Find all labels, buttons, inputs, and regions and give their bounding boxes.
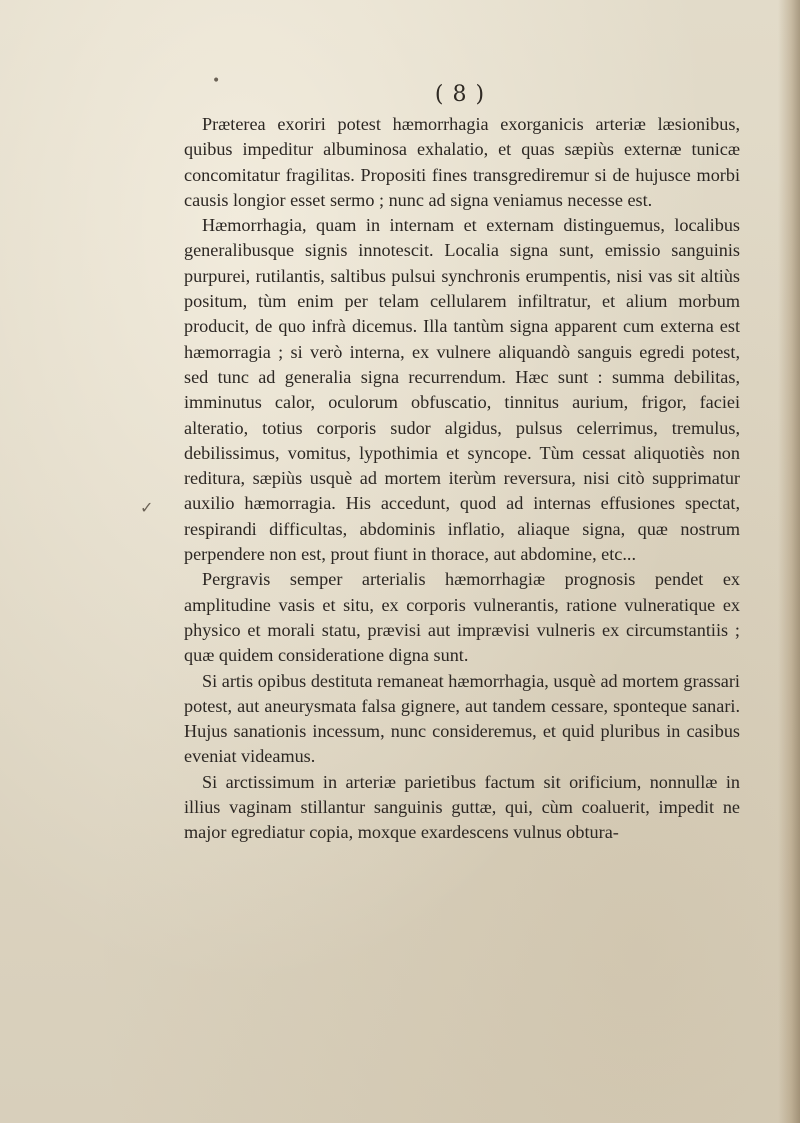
margin-pencil-mark: ✓ — [140, 498, 154, 517]
paragraph: Hæmorrhagia, quam in internam et externam distinguemus, localibus generalibusque signis innotescit. Localia signa sunt, emissio sanguinis purpurei, rutilantis, saltibus pulsui synchronis erumpentis, nisi vas sit altiùs positum, tùm enim per telam cellularem infiltratur, et alium morbum producit, de quo infrà dicemus. Illa tantùm signa apparent cum externa est hæmorragia ; si verò interna, ex vulnere aliquandò sanguis egredi potest, sed tunc ad generalia signa recurrendum. Hæc sunt : summa debilitas, imminutus calor, oculorum obfuscatio, tinnitus aurium, frigor, faciei alteratio, totius corporis sudor algidus, pulsus celerrimus, tremulus, debilissimus, vomitus, lypothimia et syncope. Tùm cessat aliquotiès non reditura, sæpiùs usquè ad mortem iterùm reversura, nisi citò supprimatur auxilio hæmorragia. His accedunt, quod ad internas effusiones spectat, respirandi difficultas, abdominis inflatio, aliaque signa, quæ nostrum perpendere non est, prout fiunt in thorace, aut abdomine, etc... — [184, 215, 740, 565]
ink-speck: • — [212, 73, 221, 89]
page-edge-shadow — [778, 0, 800, 1123]
paragraph: Pergravis semper arterialis hæmorrhagiæ prognosis pendet ex amplitudine vasis et situ, ex corporis vulnerantis, ratione vulneratique ex physico et morali statu, prævisi aut imprævisi vulneris ex circumstantiis ; quæ quidem consideratione digna sunt. — [184, 569, 740, 666]
page-number: ( 8 ) — [434, 82, 486, 107]
body-text — [184, 112, 740, 846]
paragraph: Si arctissimum in arteriæ parietibus factum sit orificium, nonnullæ in illius vaginam stillantur sanguinis guttæ, qui, cùm coaluerit, impedit ne major egrediatur copia, moxque exardescens vulnus obtura- — [184, 771, 740, 843]
paragraph: Præterea exoriri potest hæmorrhagia exorganicis arteriæ læsionibus, quibus impeditur albuminosa exhalatio, et quas sæpiùs externæ tunicæ concomitatur fragilitas. Propositi fines transgrediremur si de hujusce morbi causis longior esset sermo ; nunc ad signa veniamus necesse est. — [184, 114, 740, 210]
paragraph: Si artis opibus destituta remaneat hæmorrhagia, usquè ad mortem grassari potest, aut aneurysmata falsa gignere, aut tandem cessare, sponteque sanari. Hujus sanationis incessum, nunc consideremus, et quid pluribus in casibus eveniat videamus. — [184, 670, 740, 767]
